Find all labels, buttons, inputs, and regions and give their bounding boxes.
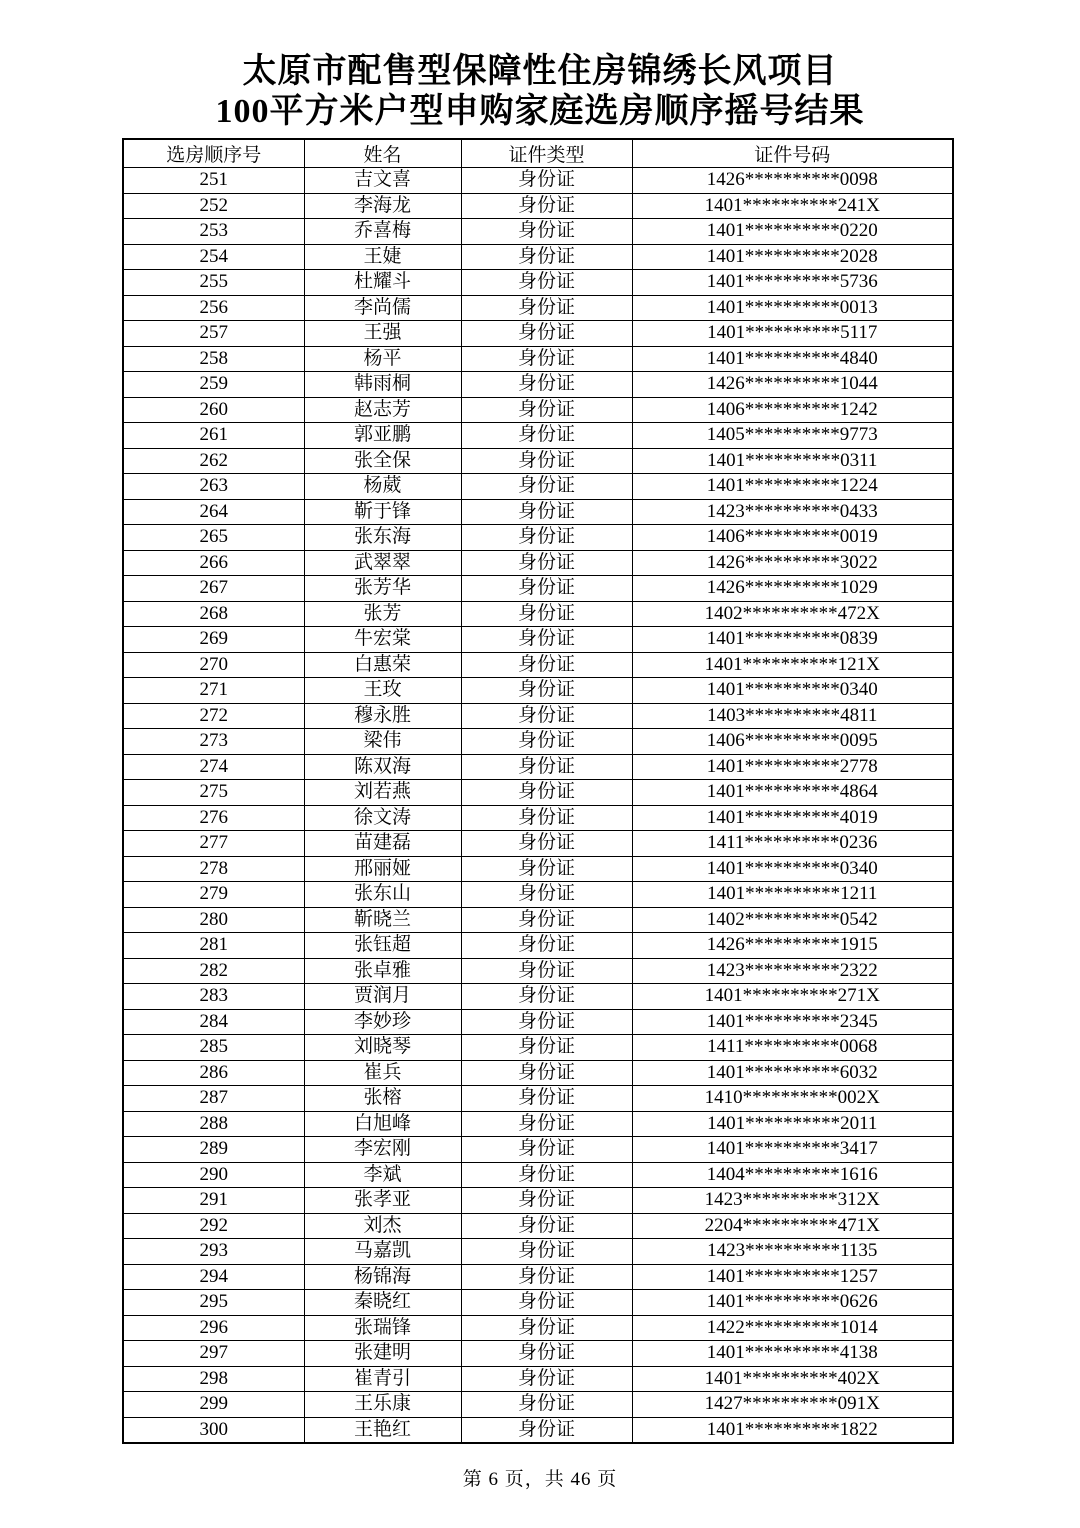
- name-cell: 苗建磊: [304, 831, 461, 857]
- table-row: [123, 933, 953, 959]
- id-number-cell: 1401**********4840: [632, 346, 953, 372]
- table-row: [123, 346, 953, 372]
- name-cell: 韩雨桐: [304, 372, 461, 398]
- id-number-cell: 1401**********5117: [632, 321, 953, 347]
- id-type-cell: 身份证: [461, 856, 632, 882]
- id-type-cell: 身份证: [461, 295, 632, 321]
- table-row: [123, 601, 953, 627]
- name-cell: 王艳红: [304, 1417, 461, 1443]
- table-row: [123, 882, 953, 908]
- id-number-cell: 1401**********4864: [632, 780, 953, 806]
- id-number-cell: 1401**********121X: [632, 652, 953, 678]
- name-cell: 李尚儒: [304, 295, 461, 321]
- document-title-line2: 100平方米户型申购家庭选房顺序摇号结果: [215, 93, 865, 130]
- id-number-cell: 1423**********2322: [632, 958, 953, 984]
- id-type-cell: 身份证: [461, 1009, 632, 1035]
- table-row: [123, 984, 953, 1010]
- order-number-cell: 256: [123, 295, 304, 321]
- order-number-cell: 273: [123, 729, 304, 755]
- order-number-cell: 276: [123, 805, 304, 831]
- order-number-cell: 287: [123, 1086, 304, 1112]
- name-cell: 牛宏棠: [304, 627, 461, 653]
- name-cell: 张全保: [304, 448, 461, 474]
- table-row: [123, 168, 953, 194]
- order-number-cell: 297: [123, 1341, 304, 1367]
- table-row: [123, 1315, 953, 1341]
- order-number-cell: 293: [123, 1239, 304, 1265]
- name-cell: 杜耀斗: [304, 270, 461, 296]
- id-number-cell: 1401**********0340: [632, 856, 953, 882]
- name-cell: 郭亚鹏: [304, 423, 461, 449]
- id-number-cell: 1404**********1616: [632, 1162, 953, 1188]
- name-cell: 刘晓琴: [304, 1035, 461, 1061]
- id-type-cell: 身份证: [461, 1188, 632, 1214]
- order-number-cell: 265: [123, 525, 304, 551]
- id-type-cell: 身份证: [461, 1111, 632, 1137]
- id-type-cell: 身份证: [461, 678, 632, 704]
- order-number-cell: 268: [123, 601, 304, 627]
- table-row: [123, 423, 953, 449]
- lottery-result-table: [122, 138, 954, 1444]
- name-cell: 王婕: [304, 244, 461, 270]
- table-row: [123, 1290, 953, 1316]
- id-type-cell: 身份证: [461, 1239, 632, 1265]
- id-type-cell: 身份证: [461, 984, 632, 1010]
- name-cell: 乔喜梅: [304, 219, 461, 245]
- id-number-cell: 1401**********2011: [632, 1111, 953, 1137]
- id-number-cell: 1401**********0839: [632, 627, 953, 653]
- name-cell: 王玫: [304, 678, 461, 704]
- order-number-cell: 260: [123, 397, 304, 423]
- table-row: [123, 372, 953, 398]
- id-type-cell: 身份证: [461, 882, 632, 908]
- order-number-cell: 253: [123, 219, 304, 245]
- order-number-cell: 251: [123, 168, 304, 194]
- id-type-cell: 身份证: [461, 448, 632, 474]
- table-row: [123, 295, 953, 321]
- id-number-cell: 1411**********0068: [632, 1035, 953, 1061]
- id-type-cell: 身份证: [461, 831, 632, 857]
- id-type-cell: 身份证: [461, 1315, 632, 1341]
- id-number-cell: 1401**********0013: [632, 295, 953, 321]
- id-number-cell: 1406**********0095: [632, 729, 953, 755]
- table-row: [123, 1188, 953, 1214]
- name-cell: 张瑞锋: [304, 1315, 461, 1341]
- table-row: [123, 397, 953, 423]
- table-row: [123, 474, 953, 500]
- order-number-cell: 275: [123, 780, 304, 806]
- name-cell: 刘杰: [304, 1213, 461, 1239]
- header-row: [123, 139, 953, 168]
- name-cell: 崔兵: [304, 1060, 461, 1086]
- id-type-cell: 身份证: [461, 474, 632, 500]
- order-number-cell: 261: [123, 423, 304, 449]
- name-cell: 吉文喜: [304, 168, 461, 194]
- order-number-cell: 282: [123, 958, 304, 984]
- name-cell: 徐文涛: [304, 805, 461, 831]
- table-row: [123, 1060, 953, 1086]
- name-cell: 李宏刚: [304, 1137, 461, 1163]
- name-cell: 赵志芳: [304, 397, 461, 423]
- id-type-cell: 身份证: [461, 652, 632, 678]
- id-number-cell: 1401**********4019: [632, 805, 953, 831]
- table-row: [123, 958, 953, 984]
- order-number-cell: 254: [123, 244, 304, 270]
- id-number-cell: 1401**********0220: [632, 219, 953, 245]
- id-type-cell: 身份证: [461, 1137, 632, 1163]
- id-number-cell: 1426**********1044: [632, 372, 953, 398]
- name-cell: 王乐康: [304, 1392, 461, 1418]
- id-type-cell: 身份证: [461, 1417, 632, 1443]
- order-number-cell: 280: [123, 907, 304, 933]
- order-number-cell: 284: [123, 1009, 304, 1035]
- id-number-cell: 1401**********271X: [632, 984, 953, 1010]
- id-type-cell: 身份证: [461, 193, 632, 219]
- order-number-cell: 252: [123, 193, 304, 219]
- name-cell: 张榕: [304, 1086, 461, 1112]
- id-type-cell: 身份证: [461, 703, 632, 729]
- id-type-cell: 身份证: [461, 499, 632, 525]
- order-number-cell: 266: [123, 550, 304, 576]
- id-number-cell: 1426**********1915: [632, 933, 953, 959]
- header-id-type: 证件类型: [461, 139, 632, 168]
- id-number-cell: 1423**********1135: [632, 1239, 953, 1265]
- id-number-cell: 1402**********0542: [632, 907, 953, 933]
- table-row: [123, 678, 953, 704]
- order-number-cell: 295: [123, 1290, 304, 1316]
- table-row: [123, 1137, 953, 1163]
- name-cell: 张东海: [304, 525, 461, 551]
- id-number-cell: 1401**********402X: [632, 1366, 953, 1392]
- document-title-line1: 太原市配售型保障性住房锦绣长风项目: [242, 53, 838, 90]
- table-row: [123, 448, 953, 474]
- name-cell: 白旭峰: [304, 1111, 461, 1137]
- table-row: [123, 1239, 953, 1265]
- id-number-cell: 1427**********091X: [632, 1392, 953, 1418]
- id-type-cell: 身份证: [461, 397, 632, 423]
- order-number-cell: 264: [123, 499, 304, 525]
- table-row: [123, 1086, 953, 1112]
- table-row: [123, 1035, 953, 1061]
- table-row: [123, 270, 953, 296]
- table-row: [123, 525, 953, 551]
- name-cell: 张东山: [304, 882, 461, 908]
- id-type-cell: 身份证: [461, 1213, 632, 1239]
- id-type-cell: 身份证: [461, 907, 632, 933]
- name-cell: 靳于锋: [304, 499, 461, 525]
- order-number-cell: 272: [123, 703, 304, 729]
- table-row: [123, 856, 953, 882]
- id-number-cell: 1401**********241X: [632, 193, 953, 219]
- table-row: [123, 1264, 953, 1290]
- id-number-cell: 1401**********2028: [632, 244, 953, 270]
- id-number-cell: 1401**********1257: [632, 1264, 953, 1290]
- order-number-cell: 262: [123, 448, 304, 474]
- name-cell: 秦晓红: [304, 1290, 461, 1316]
- table-row: [123, 754, 953, 780]
- order-number-cell: 300: [123, 1417, 304, 1443]
- id-type-cell: 身份证: [461, 754, 632, 780]
- name-cell: 张钰超: [304, 933, 461, 959]
- table-row: [123, 1009, 953, 1035]
- name-cell: 张孝亚: [304, 1188, 461, 1214]
- id-type-cell: 身份证: [461, 1341, 632, 1367]
- id-type-cell: 身份证: [461, 1060, 632, 1086]
- name-cell: 白惠荣: [304, 652, 461, 678]
- table-row: [123, 576, 953, 602]
- order-number-cell: 285: [123, 1035, 304, 1061]
- order-number-cell: 257: [123, 321, 304, 347]
- header-id-number: 证件号码: [632, 139, 953, 168]
- order-number-cell: 263: [123, 474, 304, 500]
- table-row: [123, 1162, 953, 1188]
- order-number-cell: 255: [123, 270, 304, 296]
- table-row: [123, 219, 953, 245]
- table-row: [123, 1417, 953, 1443]
- id-number-cell: 1411**********0236: [632, 831, 953, 857]
- page-footer: 第 6 页，共 46 页: [462, 1469, 618, 1490]
- table-row: [123, 1366, 953, 1392]
- id-type-cell: 身份证: [461, 958, 632, 984]
- name-cell: 张芳华: [304, 576, 461, 602]
- table-row: [123, 907, 953, 933]
- order-number-cell: 283: [123, 984, 304, 1010]
- id-number-cell: 1401**********3417: [632, 1137, 953, 1163]
- order-number-cell: 279: [123, 882, 304, 908]
- id-number-cell: 1405**********9773: [632, 423, 953, 449]
- table-row: [123, 627, 953, 653]
- id-number-cell: 1401**********4138: [632, 1341, 953, 1367]
- header-order-number: 选房顺序号: [123, 139, 304, 168]
- table-row: [123, 550, 953, 576]
- order-number-cell: 292: [123, 1213, 304, 1239]
- order-number-cell: 289: [123, 1137, 304, 1163]
- order-number-cell: 269: [123, 627, 304, 653]
- id-number-cell: 1426**********1029: [632, 576, 953, 602]
- id-type-cell: 身份证: [461, 780, 632, 806]
- order-number-cell: 274: [123, 754, 304, 780]
- order-number-cell: 288: [123, 1111, 304, 1137]
- table-row: [123, 321, 953, 347]
- table-row: [123, 1213, 953, 1239]
- id-type-cell: 身份证: [461, 1086, 632, 1112]
- id-type-cell: 身份证: [461, 550, 632, 576]
- name-cell: 张建明: [304, 1341, 461, 1367]
- header-name: 姓名: [304, 139, 461, 168]
- id-type-cell: 身份证: [461, 346, 632, 372]
- order-number-cell: 259: [123, 372, 304, 398]
- name-cell: 崔青引: [304, 1366, 461, 1392]
- order-number-cell: 296: [123, 1315, 304, 1341]
- id-type-cell: 身份证: [461, 1162, 632, 1188]
- id-number-cell: 1403**********4811: [632, 703, 953, 729]
- id-type-cell: 身份证: [461, 1035, 632, 1061]
- id-number-cell: 1401**********6032: [632, 1060, 953, 1086]
- table-row: [123, 244, 953, 270]
- table-row: [123, 780, 953, 806]
- id-number-cell: 1401**********1211: [632, 882, 953, 908]
- id-type-cell: 身份证: [461, 1290, 632, 1316]
- order-number-cell: 271: [123, 678, 304, 704]
- name-cell: 王强: [304, 321, 461, 347]
- id-number-cell: 1401**********0626: [632, 1290, 953, 1316]
- name-cell: 梁伟: [304, 729, 461, 755]
- id-number-cell: 1401**********0311: [632, 448, 953, 474]
- id-number-cell: 1423**********0433: [632, 499, 953, 525]
- order-number-cell: 267: [123, 576, 304, 602]
- table-row: [123, 805, 953, 831]
- id-type-cell: 身份证: [461, 219, 632, 245]
- id-type-cell: 身份证: [461, 1264, 632, 1290]
- table-row: [123, 703, 953, 729]
- id-type-cell: 身份证: [461, 321, 632, 347]
- name-cell: 马嘉凯: [304, 1239, 461, 1265]
- order-number-cell: 286: [123, 1060, 304, 1086]
- id-number-cell: 1401**********1224: [632, 474, 953, 500]
- order-number-cell: 258: [123, 346, 304, 372]
- name-cell: 贾润月: [304, 984, 461, 1010]
- name-cell: 张卓雅: [304, 958, 461, 984]
- id-type-cell: 身份证: [461, 1366, 632, 1392]
- table-header: [123, 139, 953, 168]
- table-row: [123, 1392, 953, 1418]
- table-body: [123, 168, 953, 1444]
- name-cell: 杨葳: [304, 474, 461, 500]
- id-type-cell: 身份证: [461, 601, 632, 627]
- id-type-cell: 身份证: [461, 423, 632, 449]
- table-row: [123, 499, 953, 525]
- table-row: [123, 831, 953, 857]
- id-number-cell: 1401**********2778: [632, 754, 953, 780]
- id-number-cell: 1426**********3022: [632, 550, 953, 576]
- order-number-cell: 281: [123, 933, 304, 959]
- id-number-cell: 1401**********0340: [632, 678, 953, 704]
- id-type-cell: 身份证: [461, 729, 632, 755]
- id-type-cell: 身份证: [461, 525, 632, 551]
- id-number-cell: 1422**********1014: [632, 1315, 953, 1341]
- id-type-cell: 身份证: [461, 627, 632, 653]
- id-type-cell: 身份证: [461, 933, 632, 959]
- id-type-cell: 身份证: [461, 1392, 632, 1418]
- table-row: [123, 1341, 953, 1367]
- name-cell: 李海龙: [304, 193, 461, 219]
- order-number-cell: 277: [123, 831, 304, 857]
- table-row: [123, 729, 953, 755]
- name-cell: 杨平: [304, 346, 461, 372]
- order-number-cell: 299: [123, 1392, 304, 1418]
- id-number-cell: 1406**********1242: [632, 397, 953, 423]
- id-type-cell: 身份证: [461, 576, 632, 602]
- id-type-cell: 身份证: [461, 270, 632, 296]
- id-number-cell: 2204**********471X: [632, 1213, 953, 1239]
- table-row: [123, 1111, 953, 1137]
- table-row: [123, 193, 953, 219]
- name-cell: 穆永胜: [304, 703, 461, 729]
- id-number-cell: 1423**********312X: [632, 1188, 953, 1214]
- id-number-cell: 1401**********5736: [632, 270, 953, 296]
- id-number-cell: 1402**********472X: [632, 601, 953, 627]
- id-number-cell: 1401**********2345: [632, 1009, 953, 1035]
- order-number-cell: 291: [123, 1188, 304, 1214]
- name-cell: 靳晓兰: [304, 907, 461, 933]
- id-type-cell: 身份证: [461, 168, 632, 194]
- id-type-cell: 身份证: [461, 372, 632, 398]
- id-number-cell: 1410**********002X: [632, 1086, 953, 1112]
- name-cell: 李妙珍: [304, 1009, 461, 1035]
- order-number-cell: 290: [123, 1162, 304, 1188]
- order-number-cell: 270: [123, 652, 304, 678]
- name-cell: 陈双海: [304, 754, 461, 780]
- order-number-cell: 298: [123, 1366, 304, 1392]
- id-type-cell: 身份证: [461, 805, 632, 831]
- name-cell: 张芳: [304, 601, 461, 627]
- name-cell: 刘若燕: [304, 780, 461, 806]
- id-type-cell: 身份证: [461, 244, 632, 270]
- order-number-cell: 294: [123, 1264, 304, 1290]
- name-cell: 邢丽娅: [304, 856, 461, 882]
- table-row: [123, 652, 953, 678]
- name-cell: 杨锦海: [304, 1264, 461, 1290]
- name-cell: 李斌: [304, 1162, 461, 1188]
- id-number-cell: 1426**********0098: [632, 168, 953, 194]
- name-cell: 武翠翠: [304, 550, 461, 576]
- id-number-cell: 1401**********1822: [632, 1417, 953, 1443]
- id-number-cell: 1406**********0019: [632, 525, 953, 551]
- order-number-cell: 278: [123, 856, 304, 882]
